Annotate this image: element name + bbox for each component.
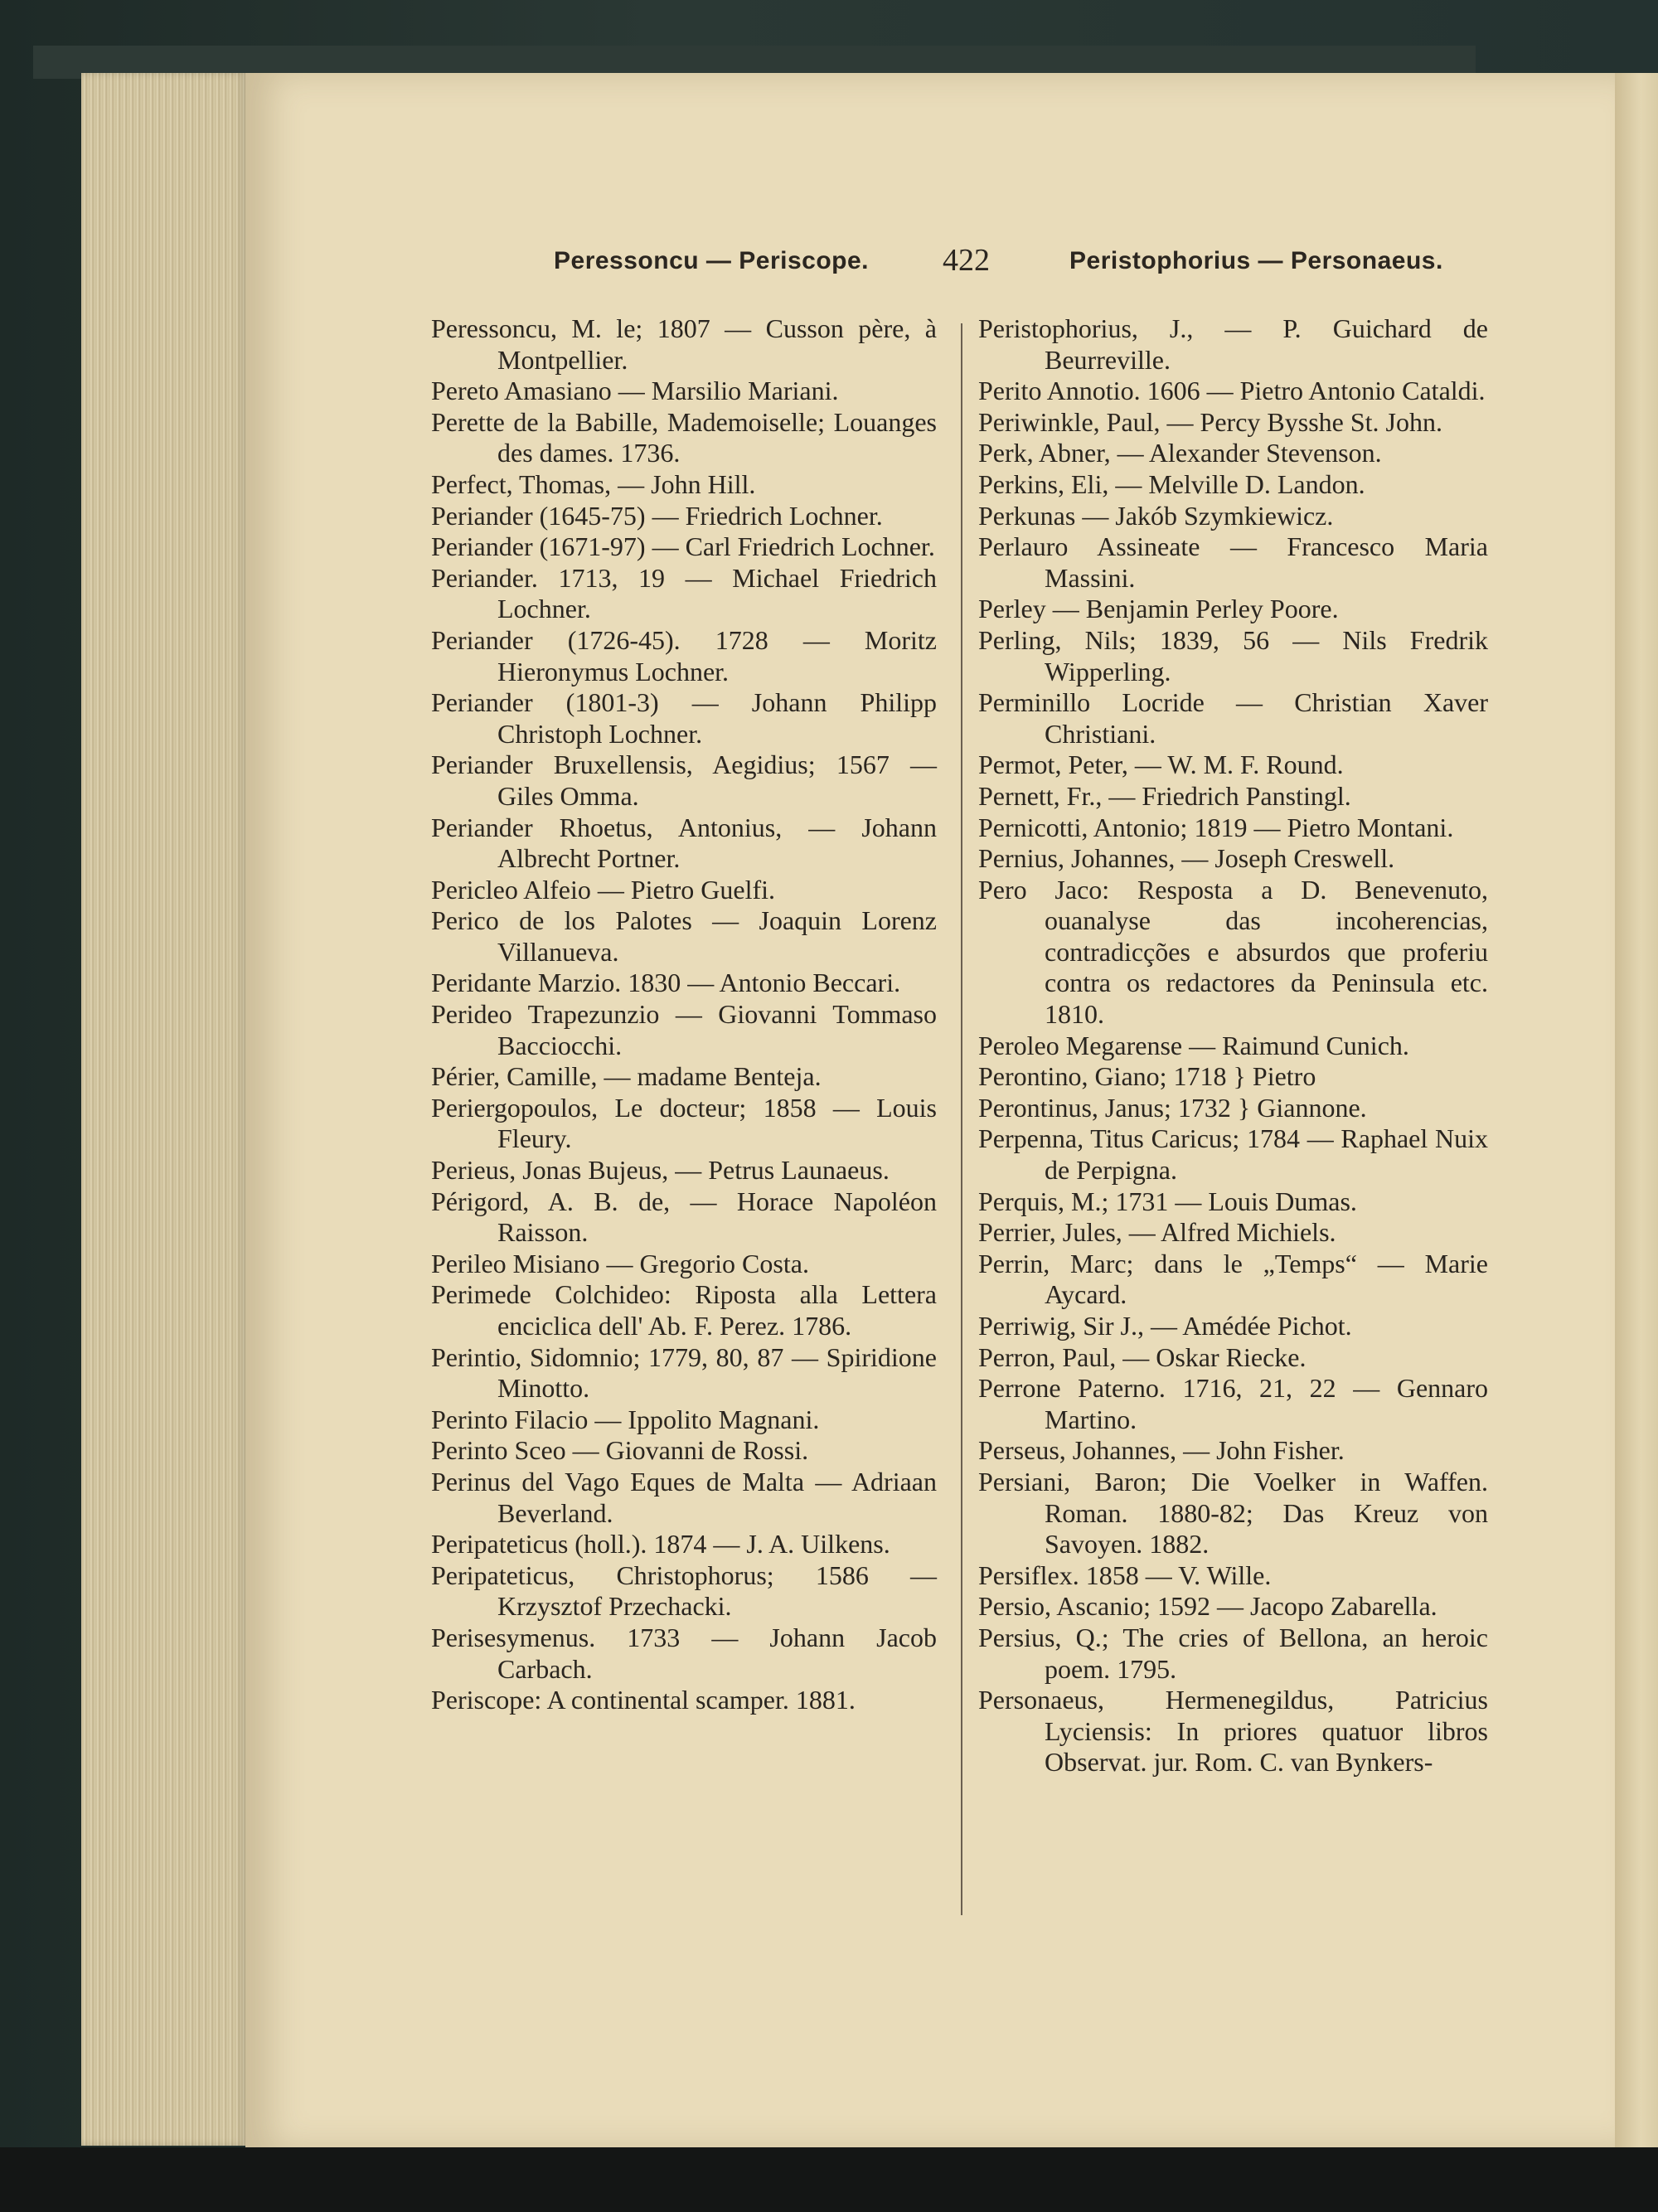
index-entry: Pernett, Fr., — Friedrich Panstingl.: [978, 780, 1351, 811]
index-entry: Pericleo Alfeio — Pietro Guelfi.: [431, 874, 776, 905]
index-entry: Perisesymenus. 1733 — Johann Jacob Carbach.: [431, 1622, 937, 1684]
index-entry: Perpenna, Titus Caricus; 1784 — Raphael Nuix de Perpigna.: [978, 1123, 1488, 1186]
index-entry: Perito Annotio. 1606 — Pietro Antonio Cataldi.: [978, 376, 1486, 406]
header-left-range: Peressoncu — Periscope.: [554, 247, 869, 274]
index-entry: Periander Bruxellensis, Aegidius; 1567 — Giles Omma.: [431, 749, 937, 811]
index-entry: Periander (1726-45). 1728 — Moritz Hieronymus Lochner.: [431, 624, 937, 686]
index-entry: Perinto Sceo — Giovanni de Rossi.: [431, 1435, 809, 1466]
index-entry: Perquis, M.; 1731 — Louis Dumas.: [978, 1186, 1357, 1216]
index-entry: Perrone Paterno. 1716, 21, 22 — Gennaro Martino.: [978, 1373, 1488, 1434]
index-entry: Periander. 1713, 19 — Michael Friedrich Lochner.: [431, 562, 937, 624]
index-entry: Perico de los Palotes — Joaquin Lorenz Villanueva.: [431, 905, 937, 967]
index-entry: Perideo Trapezunzio — Giovanni Tommaso Bacciocchi.: [431, 999, 937, 1060]
index-entry: Perfect, Thomas, — John Hill.: [431, 468, 756, 499]
index-entry: Periander (1645-75) — Friedrich Lochner.: [431, 500, 883, 531]
index-entry: Personaeus, Hermenegildus, Patricius Lyciensis: In priores quatuor libros Observat. jur. Rom. C. van Bynkers-: [978, 1685, 1488, 1778]
index-entry: Perontinus, Janus; 1732 } Giannone.: [978, 1092, 1367, 1123]
bottom-shadow: [0, 2147, 1658, 2212]
index-entry: Perkunas — Jakób Szymkiewicz.: [978, 500, 1334, 531]
index-entry: Perk, Abner, — Alexander Stevenson.: [978, 438, 1382, 468]
index-entry: Perrin, Marc; dans le „Temps“ — Marie Aycard.: [978, 1248, 1488, 1310]
index-entry: Perriwig, Sir J., — Amédée Pichot.: [978, 1311, 1352, 1341]
index-entry: Periander (1801-3) — Johann Philipp Christoph Lochner.: [431, 687, 937, 749]
index-entry: Périer, Camille, — madame Benteja.: [431, 1061, 822, 1092]
index-entry: Perinto Filacio — Ippolito Magnani.: [431, 1404, 820, 1434]
left-column: [431, 313, 937, 1716]
index-entry: Pernicotti, Antonio; 1819 — Pietro Montani.: [978, 812, 1454, 842]
index-entry: Periscope: A continental scamper. 1881.: [431, 1685, 856, 1715]
index-entry: Peristophorius, J., — P. Guichard de Beurreville.: [978, 313, 1488, 375]
index-entry: Perileo Misiano — Gregorio Costa.: [431, 1248, 809, 1278]
index-entry: Perintio, Sidomnio; 1779, 80, 87 — Spiridione Minotto.: [431, 1341, 937, 1404]
index-entry: Perinus del Vago Eques de Malta — Adriaan Beverland.: [431, 1466, 937, 1528]
facing-page-edge: [1615, 73, 1658, 2150]
index-entry: Periander Rhoetus, Antonius, — Johann Albrecht Portner.: [431, 812, 937, 874]
index-entry: Perkins, Eli, — Melville D. Landon.: [978, 468, 1365, 499]
header-right-range: Peristophorius — Personaeus.: [1069, 247, 1443, 274]
column-divider: [961, 323, 962, 1915]
index-entry: Peressoncu, M. le; 1807 — Cusson père, à Montpellier.: [431, 313, 937, 375]
index-entry: Pero Jaco: Resposta a D. Benevenuto, ouanalyse das incoherencias, contradicções e absurdos que proferiu contra os redactores da Peninsula etc. 1810.: [978, 874, 1488, 1030]
page-edges-stack: [81, 73, 247, 2146]
right-column: [978, 313, 1488, 1778]
index-entry: Peripateticus (holl.). 1874 — J. A. Uilkens.: [431, 1529, 890, 1560]
index-entry: Perimede Colchideo: Riposta alla Lettera enciclica dell' Ab. F. Perez. 1786.: [431, 1279, 937, 1341]
index-entry: Perontino, Giano; 1718 } Pietro: [978, 1061, 1316, 1092]
index-entry: Persius, Q.; The cries of Bellona, an heroic poem. 1795.: [978, 1622, 1488, 1684]
index-entry: Persiflex. 1858 — V. Wille.: [978, 1560, 1272, 1590]
index-entry: Perieus, Jonas Bujeus, — Petrus Launaeus.: [431, 1155, 890, 1186]
index-entry: Permot, Peter, — W. M. F. Round.: [978, 749, 1344, 780]
index-entry: Peripateticus, Christophorus; 1586 — Krzysztof Przechacki.: [431, 1560, 937, 1622]
index-entry: Persiani, Baron; Die Voelker in Waffen. Roman. 1880-82; Das Kreuz von Savoyen. 1882.: [978, 1466, 1488, 1560]
index-entry: Pernius, Johannes, — Joseph Creswell.: [978, 843, 1395, 874]
index-entry: Peridante Marzio. 1830 — Antonio Beccari.: [431, 968, 901, 998]
index-entry: Perrier, Jules, — Alfred Michiels.: [978, 1217, 1336, 1248]
running-header: [0, 243, 1658, 284]
index-entry: Pereto Amasiano — Marsilio Mariani.: [431, 376, 839, 406]
index-entry: Perminillo Locride — Christian Xaver Christiani.: [978, 687, 1488, 749]
index-entry: Périgord, A. B. de, — Horace Napoléon Raisson.: [431, 1186, 937, 1248]
index-entry: Peroleo Megarense — Raimund Cunich.: [978, 1030, 1409, 1060]
index-entry: Perling, Nils; 1839, 56 — Nils Fredrik Wipperling.: [978, 624, 1488, 686]
index-entry: Periander (1671-97) — Carl Friedrich Lochner.: [431, 531, 935, 562]
index-entry: Perron, Paul, — Oskar Riecke.: [978, 1341, 1307, 1372]
index-entry: Perseus, Johannes, — John Fisher.: [978, 1435, 1345, 1466]
index-entry: Persio, Ascanio; 1592 — Jacopo Zabarella.: [978, 1591, 1437, 1622]
index-entry: Perley — Benjamin Perley Poore.: [978, 594, 1339, 624]
page-number: 422: [943, 243, 990, 278]
index-entry: Perette de la Babille, Mademoiselle; Louanges des dames. 1736.: [431, 406, 937, 468]
index-entry: Periwinkle, Paul, — Percy Bysshe St. John.: [978, 406, 1442, 437]
index-entry: Periergopoulos, Le docteur; 1858 — Louis Fleury.: [431, 1092, 937, 1154]
index-entry: Perlauro Assineate — Francesco Maria Massini.: [978, 531, 1488, 593]
